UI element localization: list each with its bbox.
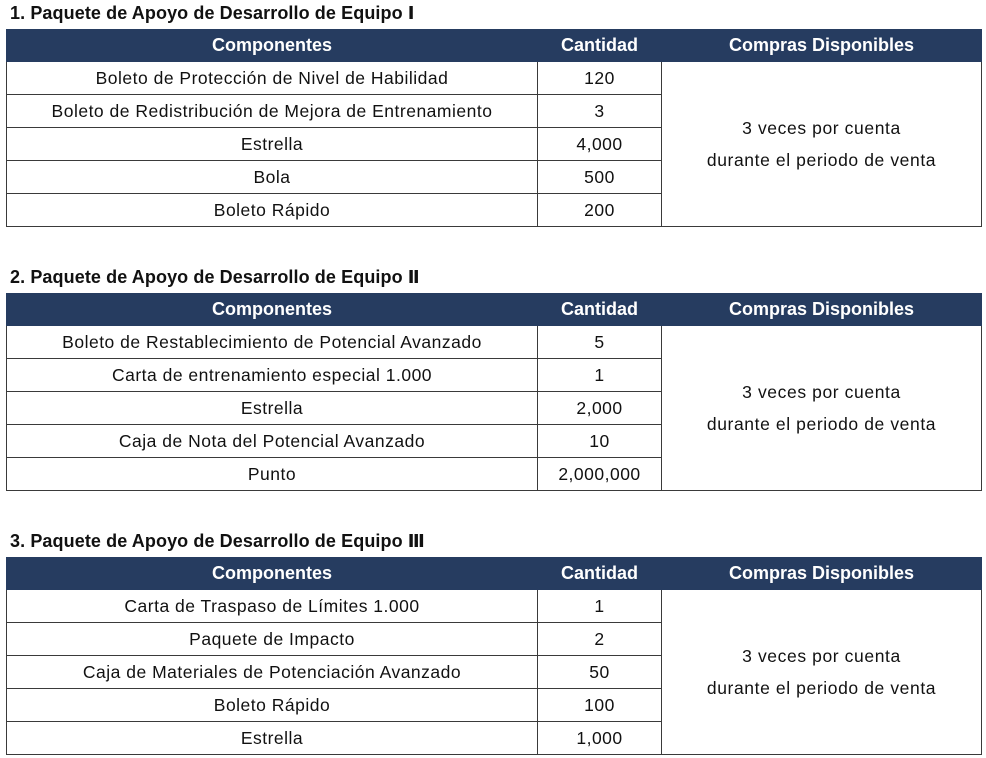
item-cell: Estrella [7,392,538,425]
section-title: 1. Paquete de Apoyo de Desarrollo de Equipo Ⅰ [10,3,415,23]
item-cell: Estrella [7,722,538,755]
availability-cell [662,326,982,491]
item-cell: Carta de Traspaso de Límites 1.000 [7,590,538,623]
header-quantity: Cantidad [538,558,662,590]
item-cell: Caja de Nota del Potencial Avanzado [7,425,538,458]
item-cell: Boleto de Protección de Nivel de Habilidad [7,62,538,95]
availability-line-1: 3 veces por cuenta [742,118,901,138]
item-cell: Boleto Rápido [7,689,538,722]
header-purchases: Compras Disponibles [662,30,982,62]
item-cell: Estrella [7,128,538,161]
package-table [6,293,982,491]
item-cell: Carta de entrenamiento especial 1.000 [7,359,538,392]
section-title: 3. Paquete de Apoyo de Desarrollo de Equipo Ⅲ [10,531,425,551]
header-components: Componentes [7,30,538,62]
qty-cell: 10 [538,425,662,458]
availability-line-2: durante el periodo de venta [706,678,937,698]
table-header-row [7,558,982,590]
availability-line-1: 3 veces por cuenta [742,646,901,666]
table-header-row [7,30,982,62]
qty-cell: 50 [538,656,662,689]
qty-cell: 3 [538,95,662,128]
qty-cell: 200 [538,194,662,227]
package-table [6,29,982,227]
qty-cell: 100 [538,689,662,722]
table-row [7,326,982,359]
qty-cell: 2,000 [538,392,662,425]
qty-cell: 5 [538,326,662,359]
availability-cell [662,62,982,227]
table-row [7,62,982,95]
table-row [7,590,982,623]
item-cell: Bola [7,161,538,194]
package-table [6,557,982,755]
qty-cell: 1 [538,590,662,623]
item-cell: Paquete de Impacto [7,623,538,656]
availability-cell [662,590,982,755]
qty-cell: 500 [538,161,662,194]
table-header-row [7,294,982,326]
item-cell: Boleto de Redistribución de Mejora de Entrenamiento [7,95,538,128]
header-components: Componentes [7,558,538,590]
qty-cell: 1 [538,359,662,392]
availability-line-2: durante el periodo de venta [706,414,937,434]
qty-cell: 2 [538,623,662,656]
header-quantity: Cantidad [538,30,662,62]
header-quantity: Cantidad [538,294,662,326]
item-cell: Caja de Materiales de Potenciación Avanzado [7,656,538,689]
item-cell: Boleto de Restablecimiento de Potencial Avanzado [7,326,538,359]
item-cell: Punto [7,458,538,491]
item-cell: Boleto Rápido [7,194,538,227]
qty-cell: 120 [538,62,662,95]
header-purchases: Compras Disponibles [662,294,982,326]
availability-line-2: durante el periodo de venta [706,150,937,170]
qty-cell: 2,000,000 [538,458,662,491]
qty-cell: 4,000 [538,128,662,161]
availability-line-1: 3 veces por cuenta [742,382,901,402]
qty-cell: 1,000 [538,722,662,755]
section-title: 2. Paquete de Apoyo de Desarrollo de Equipo Ⅱ [10,267,420,287]
header-components: Componentes [7,294,538,326]
header-purchases: Compras Disponibles [662,558,982,590]
